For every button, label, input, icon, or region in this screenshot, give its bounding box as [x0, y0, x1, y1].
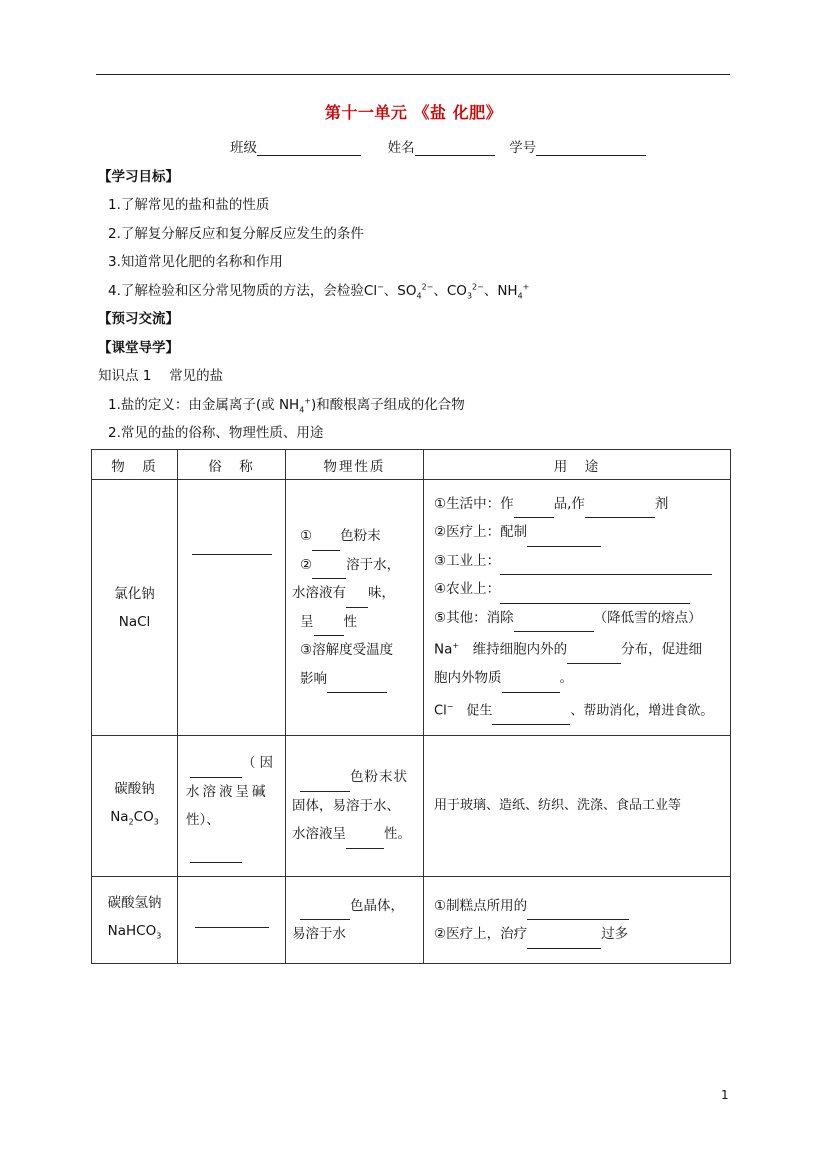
student-info: [230, 136, 646, 156]
objective-2: 2.了解复分解反应和复分解反应发生的条件: [108, 226, 364, 242]
class-blank[interactable]: [257, 141, 361, 156]
properties-nahco3: 色晶体， 易溶于水: [286, 877, 424, 964]
page-number: 1: [721, 1088, 729, 1102]
table-row-nacl: [92, 480, 731, 736]
properties-na2co3: 色粉末状 固体，易溶于水、 水溶液呈 性。: [286, 736, 424, 877]
objective-4: 4.了解检验和区分常见物质的方法，会检验Cl−、$SO_4^{2-}$、$CO_3^{2-}$、$NH_4^+$: [108, 282, 530, 301]
section-preview: 【预习交流】: [98, 311, 179, 327]
header-rule: [96, 74, 730, 75]
common-name-na2co3: （因 水溶液呈碱 性）、: [178, 736, 286, 877]
page-title: 第十一单元 《盐 化肥》: [324, 103, 503, 122]
header-uses: 用 途: [424, 450, 731, 480]
common-name-nahco3: [178, 877, 286, 964]
header-common-name: 俗 称: [178, 450, 286, 480]
table-row-nahco3: [92, 877, 731, 964]
objective-3: 3.知道常见化肥的名称和作用: [108, 254, 283, 270]
table-row-na2co3: [92, 736, 731, 877]
salt-list-intro: 2.常见的盐的俗称、物理性质、用途: [108, 425, 324, 441]
uses-na2co3: 用于玻璃、造纸、纺织、洗涤、食品工业等: [424, 736, 731, 877]
salts-table: [91, 449, 731, 964]
name-blank[interactable]: [415, 141, 495, 156]
nahco3-name-blank[interactable]: [195, 913, 269, 928]
substance-nacl: 氯化钠 NaCl: [92, 480, 178, 736]
header-substance: 物 质: [92, 450, 178, 480]
ion-so4: SO: [397, 283, 417, 299]
section-guide: 【课堂导学】: [98, 340, 179, 356]
section-objectives: 【学习目标】: [98, 169, 179, 185]
common-name-nacl: [178, 480, 286, 736]
ion-nh4: NH: [497, 283, 518, 299]
properties-nacl: ① 色粉末 ② 溶于水， 水溶液有 味， 呈 性 ③溶解度受温度 影响: [286, 480, 424, 736]
knowledge-point-1: 知识点 1 常见的盐: [98, 368, 224, 384]
substance-nahco3: 碳酸氢钠 NaHCO$_3$: [92, 877, 178, 964]
id-label: 学号: [509, 140, 537, 156]
uses-nahco3: ①制糕点所用的 ②医疗上，治疗 过多: [424, 877, 731, 964]
nacl-name-blank[interactable]: [192, 540, 272, 555]
table-header-row: [92, 450, 731, 480]
ion-co3: CO: [446, 283, 467, 299]
class-label: 班级: [230, 140, 257, 156]
id-blank[interactable]: [536, 141, 646, 156]
uses-nacl: ①生活中：作 品,作 剂 ②医疗上：配制 ③工业上： ④农业上： ⑤其他：消除 （降低雪的熔点） Na+ 维持细胞内外的 分布，促进细 胞内外物质 。 Cl− 促生 、帮助消化，增进食欲。: [424, 480, 731, 736]
name-label: 姓名: [387, 140, 415, 156]
objective-1: 1.了解常见的盐和盐的性质: [108, 197, 270, 213]
header-physical-properties: 物理性质: [286, 450, 424, 480]
salt-definition: 1.盐的定义：由金属离子(或 $NH_4^+$)和酸根离子组成的化合物: [108, 396, 465, 415]
ion-cl: Cl: [363, 283, 378, 299]
objective-4-text: 4.了解检验和区分常见物质的方法，会检验: [108, 283, 364, 299]
substance-na2co3: 碳酸钠 $Na_2CO_3$: [92, 736, 178, 877]
